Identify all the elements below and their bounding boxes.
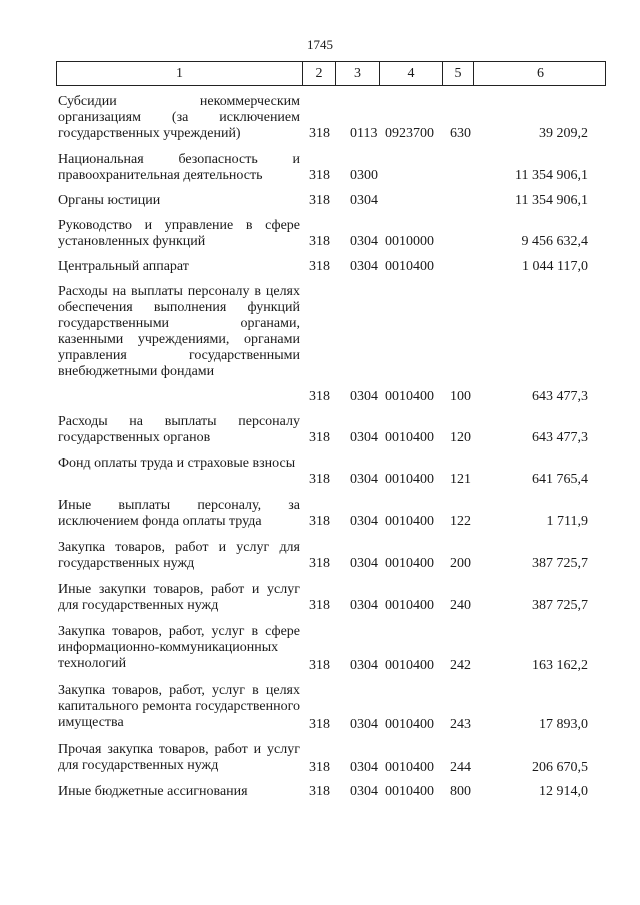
row-section: 0304 bbox=[350, 717, 378, 732]
row-exp-type: 800 bbox=[450, 784, 471, 799]
row-section: 0304 bbox=[350, 472, 378, 487]
header-col-4: 4 bbox=[379, 62, 442, 85]
row-amount: 387 725,7 bbox=[532, 556, 588, 571]
row-exp-type: 121 bbox=[450, 472, 471, 487]
row-section: 0304 bbox=[350, 658, 378, 673]
row-name: Прочая закупка товаров, работ и услуг для государственных нужд bbox=[58, 742, 300, 773]
header-col-2: 2 bbox=[302, 62, 335, 85]
row-section: 0304 bbox=[350, 259, 378, 274]
row-exp-type: 244 bbox=[450, 760, 471, 775]
header-col-1: 1 bbox=[176, 66, 183, 81]
row-code-ved: 318 bbox=[309, 126, 330, 141]
row-code-ved: 318 bbox=[309, 389, 330, 404]
header-col-5: 5 bbox=[442, 62, 473, 85]
row-amount: 643 477,3 bbox=[532, 389, 588, 404]
row-name: Закупка товаров, работ, услуг в целях капитального ремонта государственного имущества bbox=[58, 683, 300, 730]
row-section: 0304 bbox=[350, 760, 378, 775]
row-name: Национальная безопасность и правоохранительная деятельность bbox=[58, 152, 300, 183]
row-code-ved: 318 bbox=[309, 430, 330, 445]
table-header bbox=[56, 61, 606, 86]
row-exp-type: 630 bbox=[450, 126, 471, 141]
page-number: 1745 bbox=[307, 37, 333, 52]
row-section: 0304 bbox=[350, 193, 378, 208]
row-target: 0010400 bbox=[385, 430, 434, 445]
row-code-ved: 318 bbox=[309, 472, 330, 487]
row-name: Органы юстиции bbox=[58, 193, 161, 208]
row-amount: 1 711,9 bbox=[546, 514, 588, 529]
row-name: Расходы на выплаты персоналу государственных органов bbox=[58, 414, 300, 445]
row-target: 0010400 bbox=[385, 717, 434, 732]
row-target: 0010400 bbox=[385, 598, 434, 613]
row-name: Расходы на выплаты персоналу в целях обеспечения выполнения функций государственными органами, казенными учреждениями, органами управления государственными внебюджетными фондами bbox=[58, 284, 300, 379]
row-target: 0010400 bbox=[385, 389, 434, 404]
row-code-ved: 318 bbox=[309, 658, 330, 673]
row-section: 0300 bbox=[350, 168, 378, 183]
row-amount: 11 354 906,1 bbox=[515, 193, 588, 208]
row-section: 0304 bbox=[350, 556, 378, 571]
row-section: 0304 bbox=[350, 430, 378, 445]
row-amount: 641 765,4 bbox=[532, 472, 588, 487]
row-section: 0304 bbox=[350, 598, 378, 613]
row-amount: 9 456 632,4 bbox=[521, 234, 588, 249]
row-target: 0010400 bbox=[385, 259, 434, 274]
row-exp-type: 200 bbox=[450, 556, 471, 571]
row-name: Фонд оплаты труда и страховые взносы bbox=[58, 456, 296, 471]
row-amount: 11 354 906,1 bbox=[515, 168, 588, 183]
row-exp-type: 242 bbox=[450, 658, 471, 673]
row-target: 0010400 bbox=[385, 784, 434, 799]
row-target: 0010400 bbox=[385, 514, 434, 529]
row-target: 0010000 bbox=[385, 234, 434, 249]
row-name: Руководство и управление в сфере установленных функций bbox=[58, 218, 300, 249]
row-amount: 643 477,3 bbox=[532, 430, 588, 445]
row-code-ved: 318 bbox=[309, 717, 330, 732]
row-exp-type: 100 bbox=[450, 389, 471, 404]
row-section: 0304 bbox=[350, 514, 378, 529]
row-amount: 12 914,0 bbox=[539, 784, 588, 799]
row-name: Закупка товаров, работ, услуг в сфере информационно-коммуникационных технологий bbox=[58, 624, 300, 671]
row-name: Субсидии некоммерческим организациям (за исключением государственных учреждений) bbox=[58, 94, 300, 141]
row-code-ved: 318 bbox=[309, 514, 330, 529]
row-code-ved: 318 bbox=[309, 193, 330, 208]
row-section: 0304 bbox=[350, 784, 378, 799]
row-exp-type: 120 bbox=[450, 430, 471, 445]
row-amount: 387 725,7 bbox=[532, 598, 588, 613]
row-exp-type: 122 bbox=[450, 514, 471, 529]
row-amount: 206 670,5 bbox=[532, 760, 588, 775]
row-code-ved: 318 bbox=[309, 259, 330, 274]
row-code-ved: 318 bbox=[309, 760, 330, 775]
row-name: Иные выплаты персоналу, за исключением фонда оплаты труда bbox=[58, 498, 300, 529]
row-name: Иные бюджетные ассигнования bbox=[58, 784, 248, 799]
row-code-ved: 318 bbox=[309, 234, 330, 249]
row-exp-type: 240 bbox=[450, 598, 471, 613]
row-target: 0010400 bbox=[385, 760, 434, 775]
row-name: Центральный аппарат bbox=[58, 259, 189, 274]
row-section: 0304 bbox=[350, 234, 378, 249]
row-section: 0304 bbox=[350, 389, 378, 404]
row-section: 0113 bbox=[350, 126, 378, 141]
row-name: Закупка товаров, работ и услуг для государственных нужд bbox=[58, 540, 300, 571]
header-col-3: 3 bbox=[335, 62, 379, 85]
row-code-ved: 318 bbox=[309, 168, 330, 183]
row-code-ved: 318 bbox=[309, 598, 330, 613]
row-amount: 39 209,2 bbox=[539, 126, 588, 141]
row-target: 0010400 bbox=[385, 472, 434, 487]
row-target: 0010400 bbox=[385, 658, 434, 673]
row-amount: 17 893,0 bbox=[539, 717, 588, 732]
row-exp-type: 243 bbox=[450, 717, 471, 732]
row-amount: 1 044 117,0 bbox=[522, 259, 588, 274]
row-target: 0010400 bbox=[385, 556, 434, 571]
header-col-6: 6 bbox=[473, 62, 607, 85]
row-code-ved: 318 bbox=[309, 556, 330, 571]
row-amount: 163 162,2 bbox=[532, 658, 588, 673]
row-name: Иные закупки товаров, работ и услуг для государственных нужд bbox=[58, 582, 300, 613]
row-code-ved: 318 bbox=[309, 784, 330, 799]
row-target: 0923700 bbox=[385, 126, 434, 141]
